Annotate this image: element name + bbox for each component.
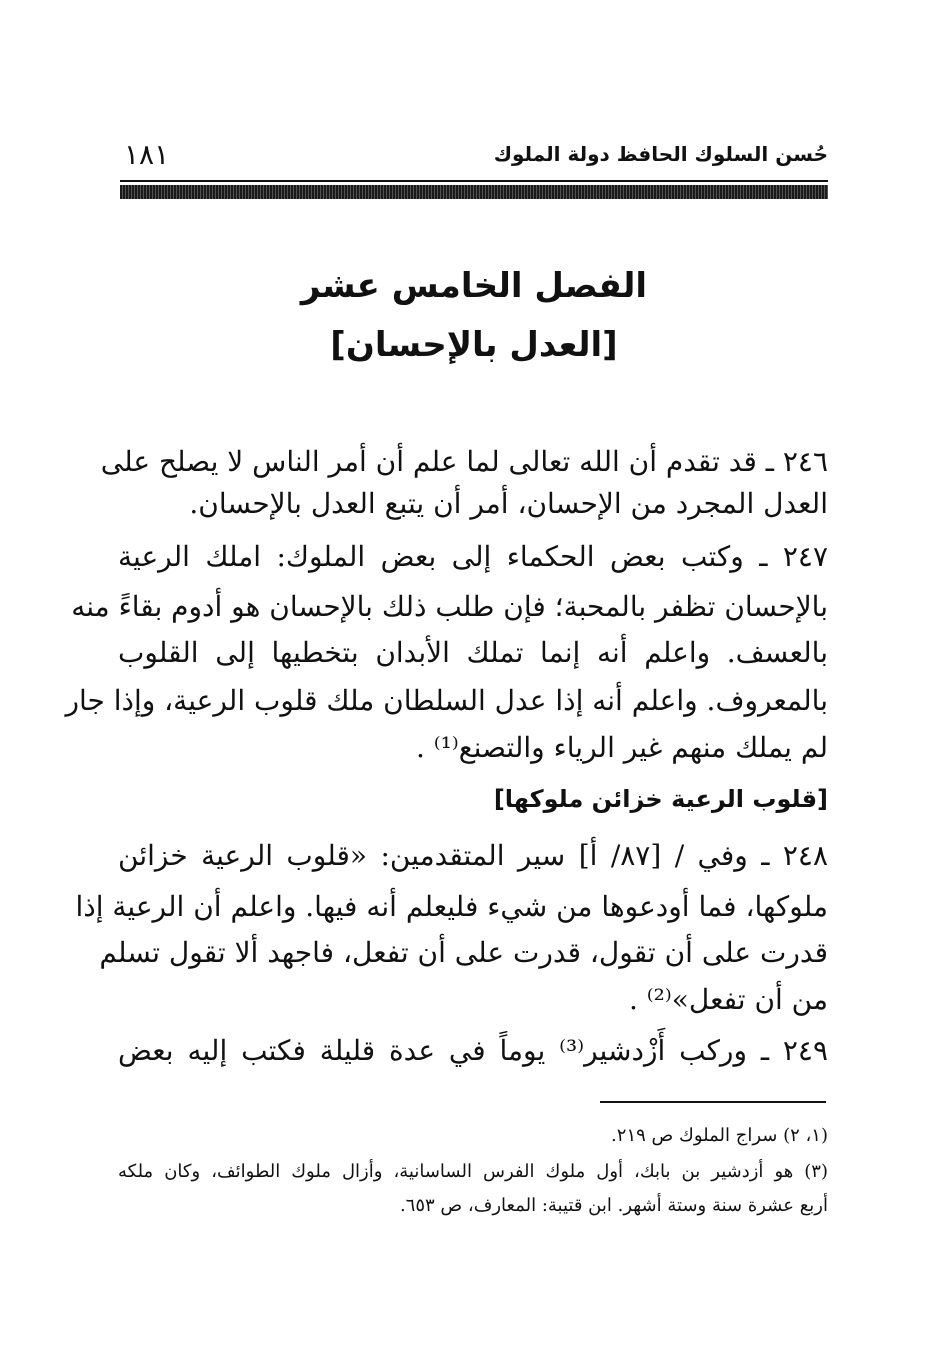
paragraph-248-line-2: ملوكها، فما أودعوها من شيء فليعلم أنه فيها. واعلم أن الرعية إذا	[75, 890, 828, 923]
header-rule-thick	[120, 185, 828, 199]
paragraph-249-line-1: ٢٤٩ ـ وركب أَزْدشير⁽³⁾ يوماً في عدة قليلة فكتب إليه بعض	[118, 1034, 828, 1067]
paragraph-248-line-4: من أن تفعل»⁽²⁾ .	[628, 983, 828, 1016]
page-number: ١٨١	[124, 138, 170, 171]
paragraph-247-line-5: لم يملك منهم غير الرياء والتصنع⁽¹⁾ .	[415, 731, 828, 764]
running-header	[120, 138, 828, 178]
paragraph-247-line-2: بالإحسان تظفر بالمحبة؛ فإن طلب ذلك بالإحسان هو أدوم بقاءً منه	[71, 590, 828, 623]
paragraph-248-line-1: ٢٤٨ ـ وفي / [٨٧/ أ] سير المتقدمين: «قلوب الرعية خزائن	[118, 839, 828, 872]
chapter-title: الفصل الخامس عشر	[300, 266, 648, 306]
header-rule-thin	[120, 180, 828, 182]
footnote-1-2: (١، ٢) سراج الملوك ص ٢١٩.	[611, 1125, 828, 1146]
footnote-rule	[600, 1101, 826, 1103]
paragraph-247-line-3: بالعسف. واعلم أنه إنما تملك الأبدان بتخطيها إلى القلوب	[118, 636, 828, 669]
chapter-subtitle: [العدل بالإحسان]	[330, 325, 618, 365]
paragraph-246-line-1: ٢٤٦ ـ قد تقدم أن الله تعالى لما علم أن أمر الناس لا يصلح على	[100, 445, 828, 478]
section-heading: [قلوب الرعية خزائن ملوكها]	[493, 785, 828, 813]
paragraph-247-line-1: ٢٤٧ ـ وكتب بعض الحكماء إلى بعض الملوك: املك الرعية	[118, 540, 828, 573]
paragraph-248-line-3: قدرت على أن تقول، قدرت على أن تفعل، فاجهد ألا تقول تسلم	[99, 936, 828, 969]
book-title: حُسن السلوك الحافظ دولة الملوك	[493, 142, 828, 166]
footnote-3-line-2: أربع عشرة سنة وستة أشهر. ابن قتيبة: المعارف، ص ٦٥٣.	[399, 1195, 828, 1216]
paragraph-247-line-4: بالمعروف. واعلم أنه إذا عدل السلطان ملك قلوب الرعية، وإذا جار	[65, 684, 828, 717]
footnote-3-line-1: (٣) هو أزدشير بن بابك، أول ملوك الفرس الساسانية، وأزال ملوك الطوائف، وكان ملكه	[118, 1161, 828, 1182]
paragraph-246-line-2: العدل المجرد من الإحسان، أمر أن يتبع العدل بالإحسان.	[189, 487, 828, 520]
